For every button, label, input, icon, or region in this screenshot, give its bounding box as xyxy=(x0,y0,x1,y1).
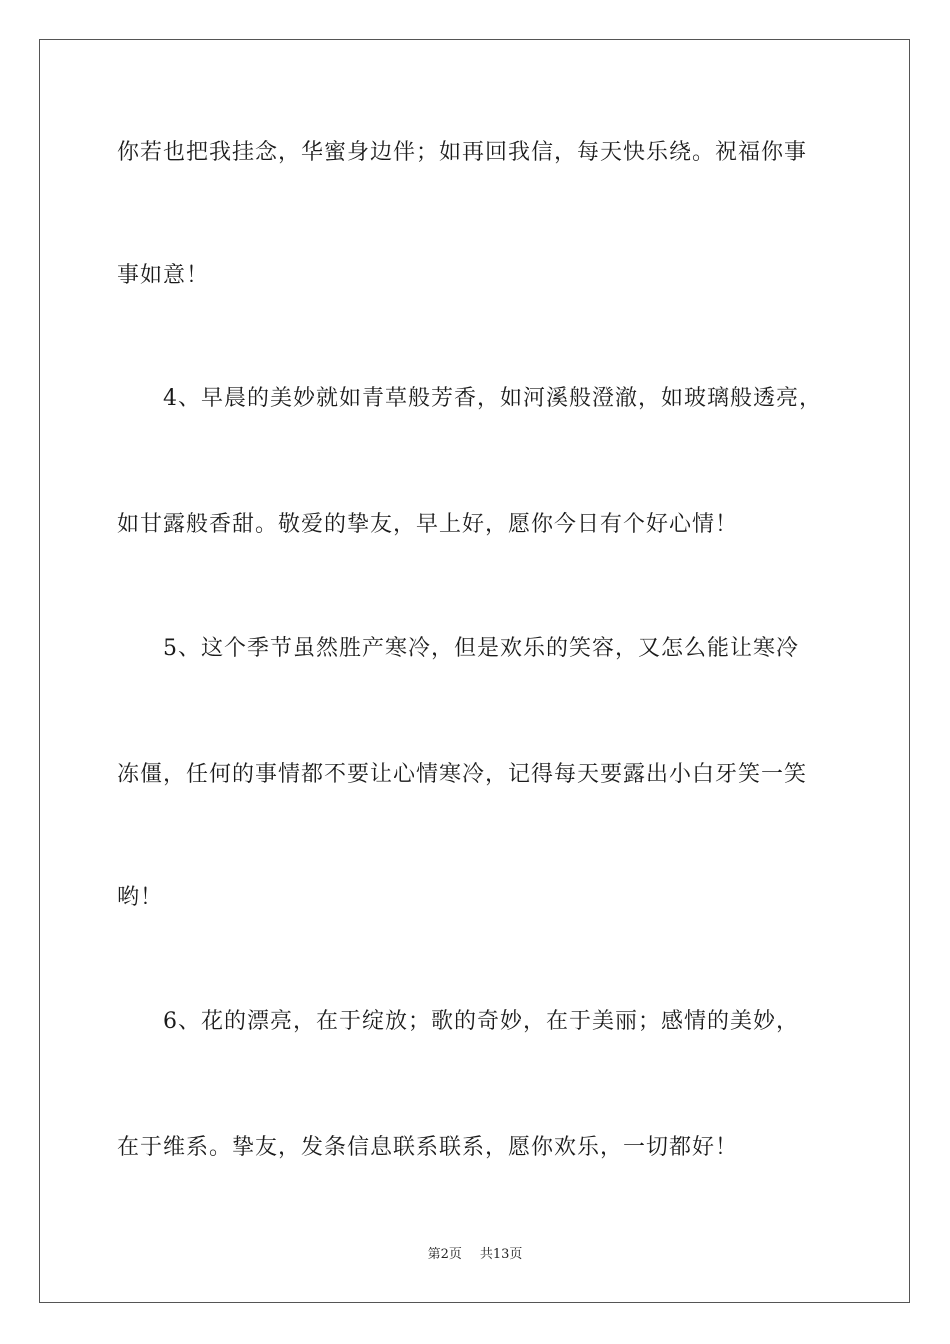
paragraph-line-item-4: 4、早晨的美妙就如青草般芳香，如河溪般澄澈，如玻璃般透亮， xyxy=(163,386,822,411)
paragraph-line-item-5: 5、这个季节虽然胜产寒冷，但是欢乐的笑容，又怎么能让寒冷 xyxy=(163,636,799,661)
paragraph-line: 在于维系。挚友，发条信息联系联系，愿你欢乐，一切都好！ xyxy=(117,1135,739,1160)
page-frame xyxy=(39,39,910,1303)
paragraph-line: 冻僵，任何的事情都不要让心情寒冷，记得每天要露出小白牙笑一笑 xyxy=(117,762,808,787)
paragraph-line: 哟！ xyxy=(117,885,164,910)
page-footer xyxy=(0,1246,950,1264)
page-number-current: 第2页 xyxy=(427,1247,462,1262)
page-number-total: 共13页 xyxy=(479,1247,523,1262)
paragraph-line: 事如意！ xyxy=(117,263,210,288)
paragraph-line: 你若也把我挂念，华蜜身边伴；如再回我信，每天快乐绕。祝福你事 xyxy=(117,140,808,165)
paragraph-line-item-6: 6、花的漂亮，在于绽放；歌的奇妙，在于美丽；感情的美妙， xyxy=(163,1009,799,1034)
paragraph-line: 如甘露般香甜。敬爱的挚友，早上好，愿你今日有个好心情！ xyxy=(117,512,739,537)
